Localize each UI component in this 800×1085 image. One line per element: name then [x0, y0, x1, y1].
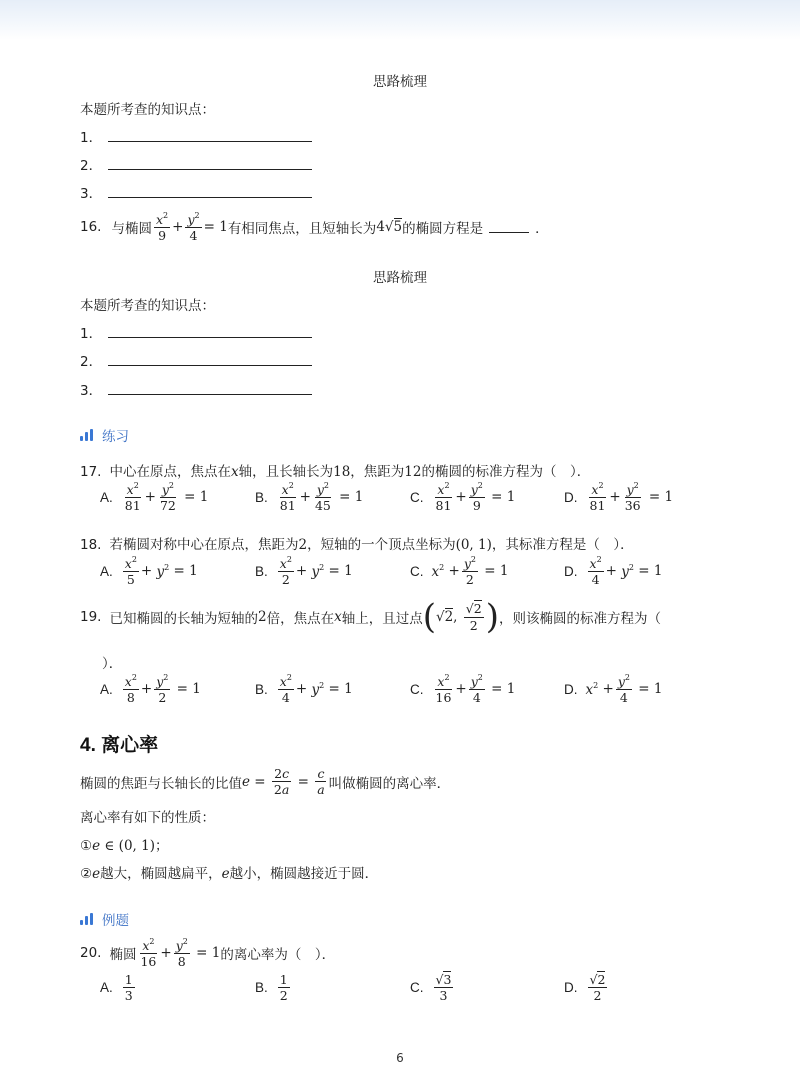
option-label: D. — [564, 489, 578, 505]
question-text: 的椭圆方程是 — [402, 221, 484, 238]
option-c[interactable]: C. $\frac{√3}{3}$ — [410, 972, 452, 1004]
knowledge-prompt-1: 本题所考查的知识点： — [80, 102, 215, 118]
blank-line-1[interactable] — [80, 126, 312, 146]
blank-label: 1． — [80, 130, 103, 146]
page-number: 6 — [396, 1051, 404, 1065]
question-text: 已知椭圆的长轴为短轴的 — [109, 611, 258, 627]
question-end: ． — [535, 221, 549, 238]
blank-line-2[interactable] — [80, 350, 312, 370]
definition-text: 椭圆的焦距与长轴长的比值 — [80, 775, 242, 792]
question-text: ，其标准方程是（ ）． — [491, 537, 634, 553]
fraction: $\frac{y^2}{4}$ — [187, 211, 200, 244]
option-label: B. — [255, 681, 268, 697]
option-a[interactable]: A. $\frac{x^2}{8}$ + $\frac{y^2}{2}$ = 1 — [100, 673, 201, 706]
question-text: 椭圆 — [109, 947, 137, 964]
properties-intro: 离心率有如下的性质： — [80, 810, 215, 826]
section-4-title: 4. 离心率 — [80, 735, 159, 756]
option-d[interactable]: D. $\frac{x^2}{81}$ + $\frac{y^2}{36}$ = 1 — [564, 481, 674, 514]
answer-blank[interactable] — [489, 221, 529, 233]
question-text: 若椭圆对称中心在原点，焦距为 — [109, 537, 299, 553]
value: 18 — [333, 464, 351, 480]
question-number: 17. — [80, 464, 102, 480]
option-label: C. — [410, 563, 424, 579]
option-b[interactable]: B. $\frac{1}{2}$ — [255, 972, 288, 1004]
value: 12 — [404, 464, 422, 480]
property-text: ； — [154, 838, 169, 854]
option-label: B. — [255, 563, 268, 579]
knowledge-prompt-2: 本题所考查的知识点： — [80, 298, 215, 314]
section-practice-label: 练习 — [102, 429, 129, 445]
question-text: 轴，且长轴长为 — [238, 464, 334, 480]
section-example-label: 例题 — [102, 913, 129, 929]
question-text-cont: ）． — [102, 656, 123, 672]
blank-line-3[interactable] — [80, 182, 312, 202]
point: (0, 1) — [455, 537, 492, 553]
blank-label: 3． — [80, 383, 103, 399]
option-a[interactable]: A. $\frac{x^2}{81}$ + $\frac{y^2}{72}$ = 1 — [100, 481, 209, 514]
answer-underline[interactable] — [108, 354, 312, 366]
option-label: A. — [100, 489, 113, 505]
definition-text: 叫做椭圆的离心率． — [328, 775, 451, 792]
answer-underline[interactable] — [108, 130, 312, 142]
question-16: 16. 与椭圆 $\frac{x^2}{9}$ + $\frac{y^2}{4}$ = 1 有相同焦点，且短轴长为 4 √5 的椭圆方程是 ． — [80, 211, 549, 244]
question-number: 16. — [80, 219, 102, 236]
header-band — [0, 0, 800, 40]
property-2: ②e越大，椭圆越扁平，e越小，椭圆越接近于圆． — [80, 866, 379, 882]
property-1: ①e ∈ (0, 1)； — [80, 838, 169, 854]
marker: ① — [80, 838, 93, 854]
thinking-heading-1: 思路梳理 — [373, 74, 427, 90]
marker: ② — [80, 866, 93, 882]
option-label: A. — [100, 980, 113, 996]
blank-label: 3． — [80, 186, 103, 202]
question-18 — [80, 533, 634, 553]
answer-underline[interactable] — [108, 326, 312, 338]
option-label: C. — [410, 681, 424, 697]
question-number: 18. — [80, 537, 102, 553]
option-d[interactable]: D. $\frac{√2}{2}$ — [564, 972, 606, 1004]
option-c[interactable]: C. $\frac{x^2}{81}$ + $\frac{y^2}{9}$ = 1 — [410, 481, 516, 514]
question-number: 19. — [80, 609, 102, 625]
option-label: C. — [410, 980, 424, 996]
option-a[interactable]: A. $\frac{1}{3}$ — [100, 972, 133, 1004]
option-d[interactable]: D. $x^2$ + $\frac{y^2}{4}$ = 1 — [564, 673, 663, 706]
blank-label: 1． — [80, 326, 103, 342]
blank-line-1[interactable] — [80, 322, 312, 342]
fraction: $\frac{x^2}{9}$ — [155, 211, 169, 244]
question-text: 与椭圆 — [111, 221, 152, 238]
answer-underline[interactable] — [108, 383, 312, 395]
option-b[interactable]: B. $\frac{x^2}{2}$ + $y^2$ = 1 — [255, 555, 353, 588]
option-label: C. — [410, 489, 424, 505]
question-20: 20. 椭圆 $\frac{x^2}{16}$ + $\frac{y^2}{8}$ = 1 的离心率为（ ）． — [80, 937, 336, 970]
section-practice — [80, 425, 129, 445]
question-text: 的椭圆的标准方程为（ ）． — [421, 464, 591, 480]
option-c[interactable]: C. $\frac{x^2}{16}$ + $\frac{y^2}{4}$ = 1 — [410, 673, 516, 706]
property-text: 越小，椭圆越接近于圆． — [229, 866, 379, 882]
question-text: 有相同焦点，且短轴长为 — [227, 221, 377, 238]
value: 2 — [298, 537, 308, 553]
option-label: A. — [100, 563, 113, 579]
option-d[interactable]: D. $\frac{x^2}{4}$ + $y^2$ = 1 — [564, 555, 663, 588]
option-label: D. — [564, 563, 578, 579]
option-c[interactable]: C. $x^2$ + $\frac{y^2}{2}$ = 1 — [410, 555, 509, 588]
section-example — [80, 909, 129, 929]
option-label: B. — [255, 489, 268, 505]
option-label: B. — [255, 980, 268, 996]
option-label: D. — [564, 980, 578, 996]
question-text: 中心在原点，焦点在 — [109, 464, 231, 480]
question-text: ，则该椭圆的标准方程为（ — [498, 611, 661, 627]
answer-underline[interactable] — [108, 186, 312, 198]
eccentricity-definition: 椭圆的焦距与长轴长的比值 e = $\frac{2c}{2a}$ = $\frac{c}{a}$ 叫做椭圆的离心率． — [80, 766, 451, 798]
option-a[interactable]: A. $\frac{x^2}{5}$ + $y^2$ = 1 — [100, 555, 198, 588]
answer-underline[interactable] — [108, 158, 312, 170]
thinking-heading-2: 思路梳理 — [373, 270, 427, 286]
question-text: ，短轴的一个顶点坐标为 — [307, 537, 456, 553]
question-19: 19. 已知椭圆的长轴为短轴的 2 倍，焦点在 x 轴上，且过点 ( √2, $\frac{√2}{2}$ ) ，则该椭圆的标准方程为（ — [80, 597, 661, 637]
bar-chart-icon — [80, 429, 93, 441]
question-text: 轴上，且过点 — [341, 611, 423, 627]
option-b[interactable]: B. $\frac{x^2}{81}$ + $\frac{y^2}{45}$ = 1 — [255, 481, 364, 514]
question-number: 20. — [80, 945, 102, 962]
blank-label: 2． — [80, 354, 103, 370]
question-text: ，焦距为 — [350, 464, 405, 480]
value: 2 — [257, 609, 267, 625]
bar-chart-icon — [80, 913, 93, 925]
question-text: 倍，焦点在 — [266, 611, 335, 627]
option-b[interactable]: B. $\frac{x^2}{4}$ + $y^2$ = 1 — [255, 673, 353, 706]
option-label: A. — [100, 681, 113, 697]
blank-label: 2． — [80, 158, 103, 174]
question-17: 17. 中心在原点，焦点在x轴，且长轴长为18，焦距为12的椭圆的标准方程为（ ）． — [80, 464, 591, 480]
question-text: 的离心率为（ ）． — [220, 947, 336, 964]
option-label: D. — [564, 681, 578, 697]
blank-line-3[interactable] — [80, 379, 312, 399]
property-text: 越大，椭圆越扁平， — [100, 866, 222, 882]
blank-line-2[interactable] — [80, 154, 312, 174]
